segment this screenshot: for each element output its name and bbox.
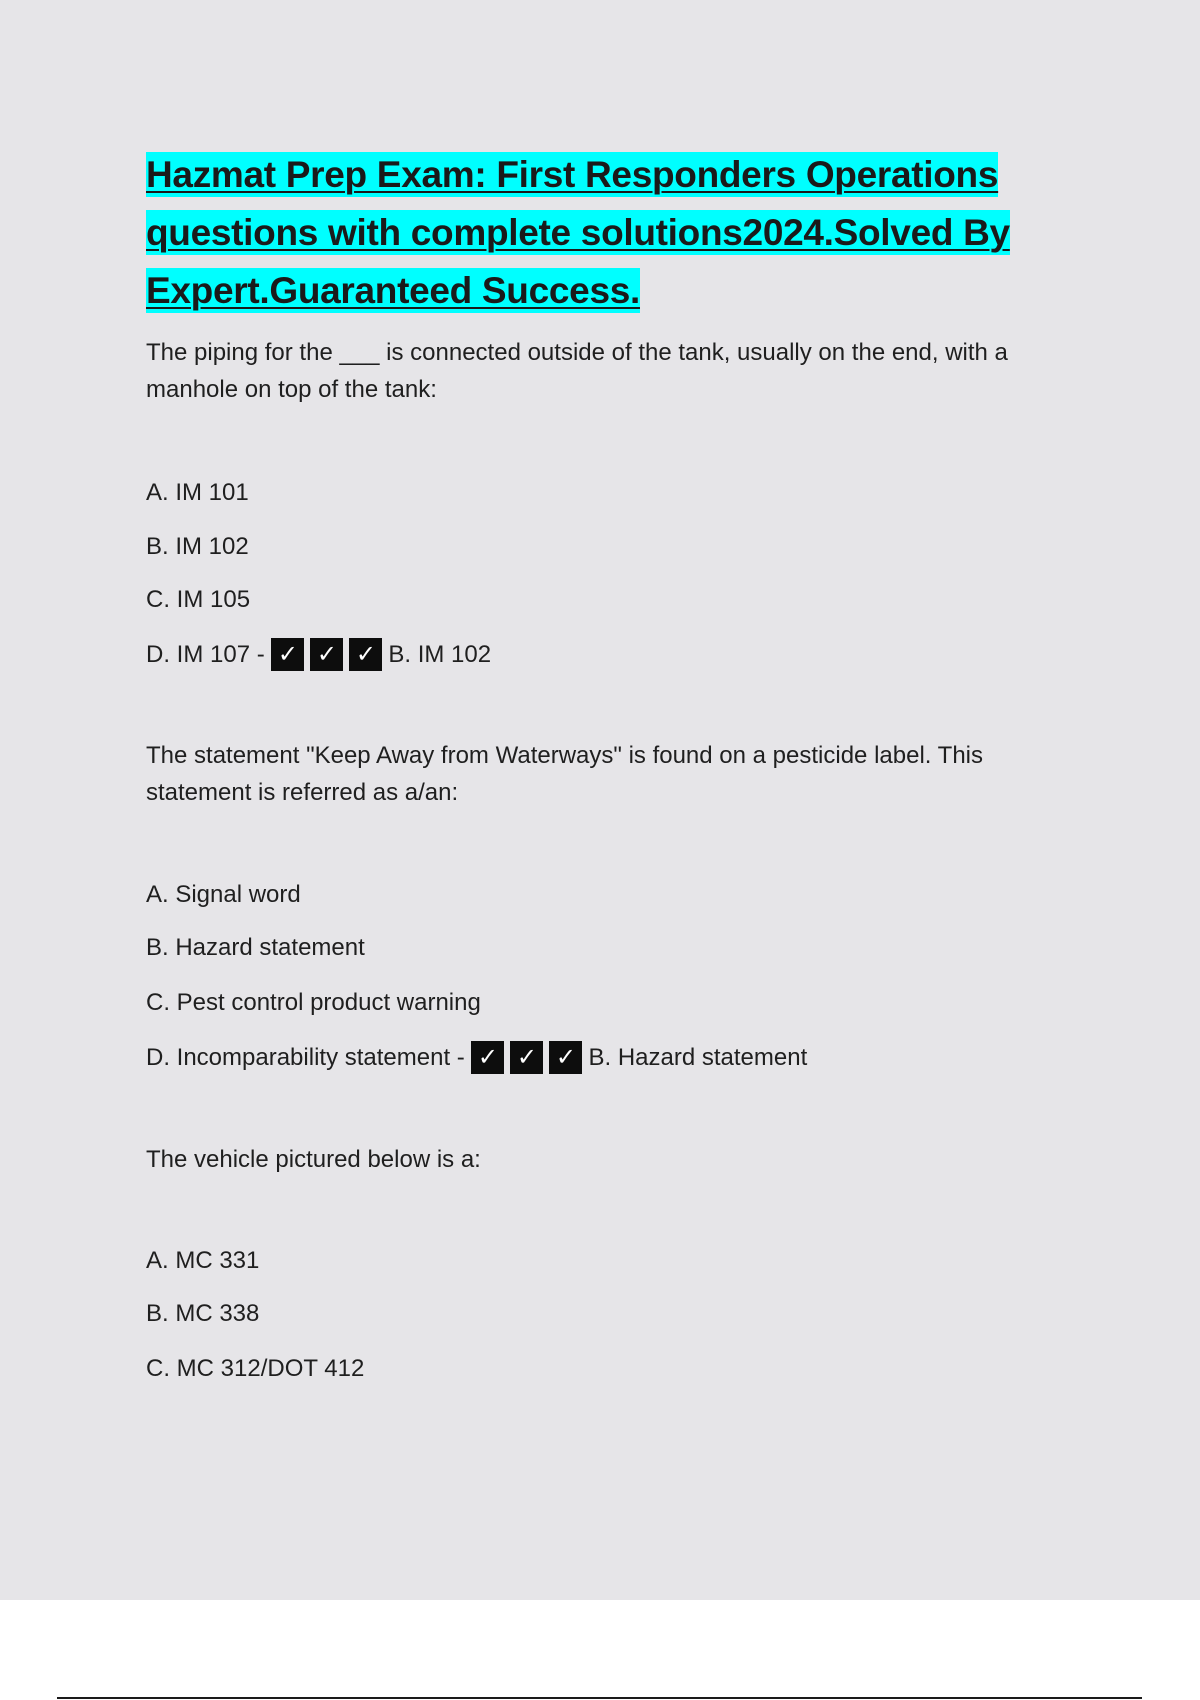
question-3-option-b: B. MC 338 [146, 1300, 260, 1327]
title-line-2: questions with complete solutions2024.Solved By [146, 212, 1010, 253]
question-2-answer: B. Hazard statement [588, 1043, 808, 1071]
question-1-option-b: B. IM 102 [146, 533, 249, 560]
question-1-option-d-label: D. IM 107 - [146, 640, 265, 668]
checkmark-icon: ✓ [510, 1041, 543, 1074]
checkmark-icon: ✓ [310, 638, 343, 671]
question-2-option-d [146, 1041, 1096, 1074]
question-2-text: The statement "Keep Away from Waterways" is found on a pesticide label. This statement is referred as a/an: [146, 742, 984, 806]
title-line-1: Hazmat Prep Exam: First Responders Operations [146, 154, 999, 195]
question-2-option-c: C. Pest control product warning [146, 989, 481, 1016]
checkmark-icon: ✓ [349, 638, 382, 671]
title-line-3: Expert.Guaranteed Success. [146, 270, 640, 311]
question-1-option-a: A. IM 101 [146, 479, 249, 506]
checkmark-icon: ✓ [271, 638, 304, 671]
question-2-option-d-label: D. Incomparability statement - [146, 1043, 465, 1071]
question-1-option-c: C. IM 105 [146, 586, 251, 613]
question-1-answer: B. IM 102 [388, 640, 492, 668]
question-1-option-d [146, 638, 1096, 671]
question-2-option-a: A. Signal word [146, 881, 301, 908]
question-3-option-a: A. MC 331 [146, 1247, 260, 1274]
question-2-option-b: B. Hazard statement [146, 934, 365, 961]
document-title [146, 146, 1096, 320]
question-3-option-c: C. MC 312/DOT 412 [146, 1355, 365, 1382]
checkmark-icon: ✓ [471, 1041, 504, 1074]
checkmark-icon: ✓ [549, 1041, 582, 1074]
footer-divider [57, 1697, 1142, 1699]
document-content [146, 146, 1096, 1384]
question-3-text: The vehicle pictured below is a: [146, 1146, 481, 1173]
question-1-text: The piping for the ___ is connected outside of the tank, usually on the end, with a manhole on top of the tank: [146, 339, 1008, 403]
